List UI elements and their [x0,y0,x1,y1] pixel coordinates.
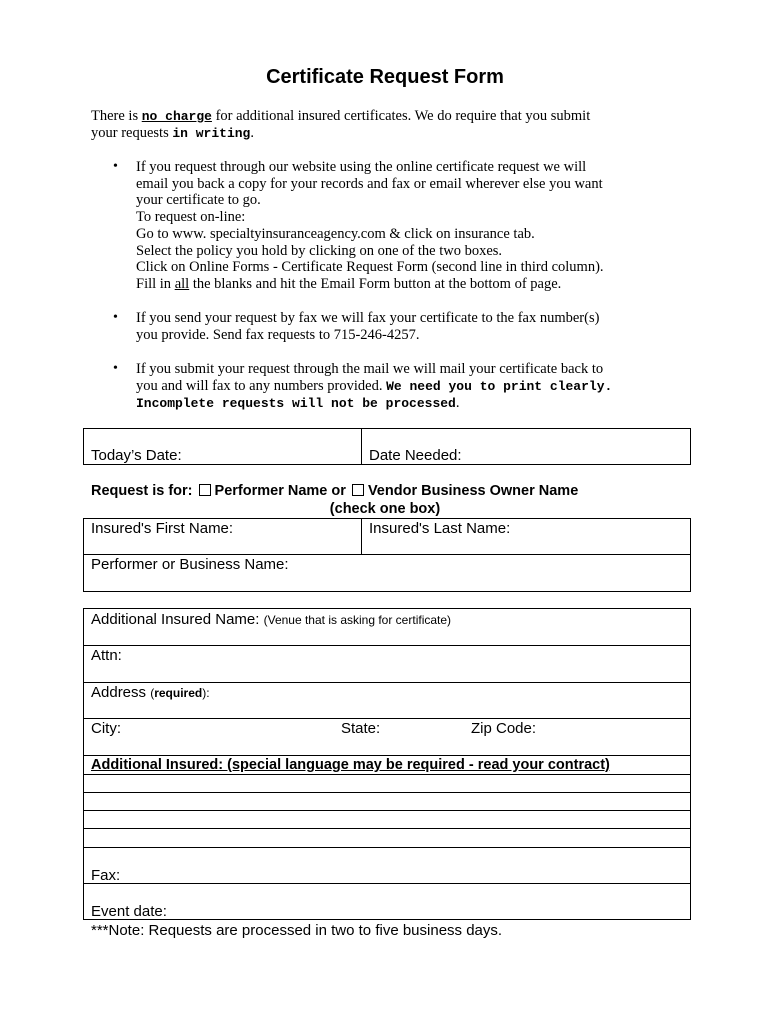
required-paren: ): [202,686,210,700]
divider [83,718,691,719]
divider [83,810,691,811]
bullet1-line: email you back a copy for your records and fax or email wherever else you want [136,175,603,192]
address-label: Address [91,684,147,701]
fax-field[interactable]: Fax: [91,867,121,884]
performer-option-label: Performer Name or [214,483,346,499]
bullet2-line: you provide. Send fax requests to 715-246-4257. [136,326,420,343]
bullet3-line: you and will fax to any numbers provided. [136,377,387,394]
vendor-checkbox[interactable] [352,484,364,496]
incomplete-emphasis: Incomplete requests will not be processed [136,396,456,412]
zip-field[interactable]: Zip Code: [471,720,537,737]
divider [83,847,691,848]
required-note: required [154,686,203,700]
bullet-website [136,159,696,293]
bullet1-line: Fill in [136,275,175,292]
divider [83,554,691,555]
bullet3-line: . [455,395,460,412]
bullet1-line: Select the policy you hold by clicking on one of the two boxes. [136,242,503,259]
request-for-label: Request is for: [91,483,193,499]
event-date-field[interactable]: Event date: [91,903,167,920]
bullet-fax [136,310,696,343]
address-field[interactable] [91,684,210,701]
divider [83,755,691,756]
divider [83,883,691,884]
venue-note: (Venue that is asking for certificate) [263,613,452,627]
all-emphasis: all [174,275,190,292]
no-charge-emphasis: no charge [141,109,212,124]
vendor-option-label: Vendor Business Owner Name [367,483,579,499]
bullet-icon: • [113,361,118,376]
bullet1-line: the blanks and hit the Email Form button at the bottom of page. [189,275,562,292]
divider [83,774,691,775]
performer-business-field[interactable]: Performer or Business Name: [91,556,289,573]
divider [83,828,691,829]
processing-note: ***Note: Requests are processed in two to five business days. [91,922,503,939]
state-field[interactable]: State: [341,720,381,737]
bullet-mail [136,361,696,413]
intro-text-2: for additional insured certificates. We do require that you submit [211,108,591,124]
first-name-field[interactable]: Insured's First Name: [91,520,234,537]
divider [83,682,691,683]
intro-text-1: There is [91,108,142,124]
bullet1-line: Go to www. specialtyinsuranceagency.com & click on insurance tab. [136,225,535,242]
request-type-row [91,483,578,499]
additional-insured-name-label: Additional Insured Name: [91,611,260,628]
bullet-icon: • [113,159,118,174]
attn-field[interactable]: Attn: [91,647,122,664]
required-paren: ( [150,686,155,700]
city-field[interactable]: City: [91,720,121,737]
intro-paragraph [91,108,691,142]
last-name-field[interactable]: Insured's Last Name: [369,520,511,537]
bullet3-line: If you submit your request through the mail we will mail your certificate back to [136,361,604,377]
date-needed-field[interactable]: Date Needed: [369,447,462,464]
performer-checkbox[interactable] [199,484,211,496]
divider [361,518,362,555]
bullet-icon: • [113,310,118,325]
bullet1-line: To request on-line: [136,209,246,226]
divider [83,792,691,793]
additional-insured-name-field[interactable] [91,611,451,628]
divider [361,428,362,465]
bullet2-line: If you send your request by fax we will fax your certificate to the fax number(s) [136,310,600,326]
bullet1-line: your certificate to go. [136,192,261,209]
intro-text-4: . [250,125,254,141]
bullet1-line: Click on Online Forms - Certificate Request Form (second line in third column). [136,259,604,276]
todays-date-field[interactable]: Today’s Date: [91,447,182,464]
intro-text-3: your requests [91,125,173,141]
print-clearly-emphasis: We need you to print clearly. [386,378,613,394]
special-language-label: Additional Insured: (special language may be required - read your contract) [91,757,610,773]
in-writing-emphasis: in writing [172,126,251,141]
bullet1-line: If you request through our website using the online certificate request we will [136,159,587,175]
check-one-note: (check one box) [329,501,441,517]
divider [83,645,691,646]
form-title: Certificate Request Form [266,66,504,88]
